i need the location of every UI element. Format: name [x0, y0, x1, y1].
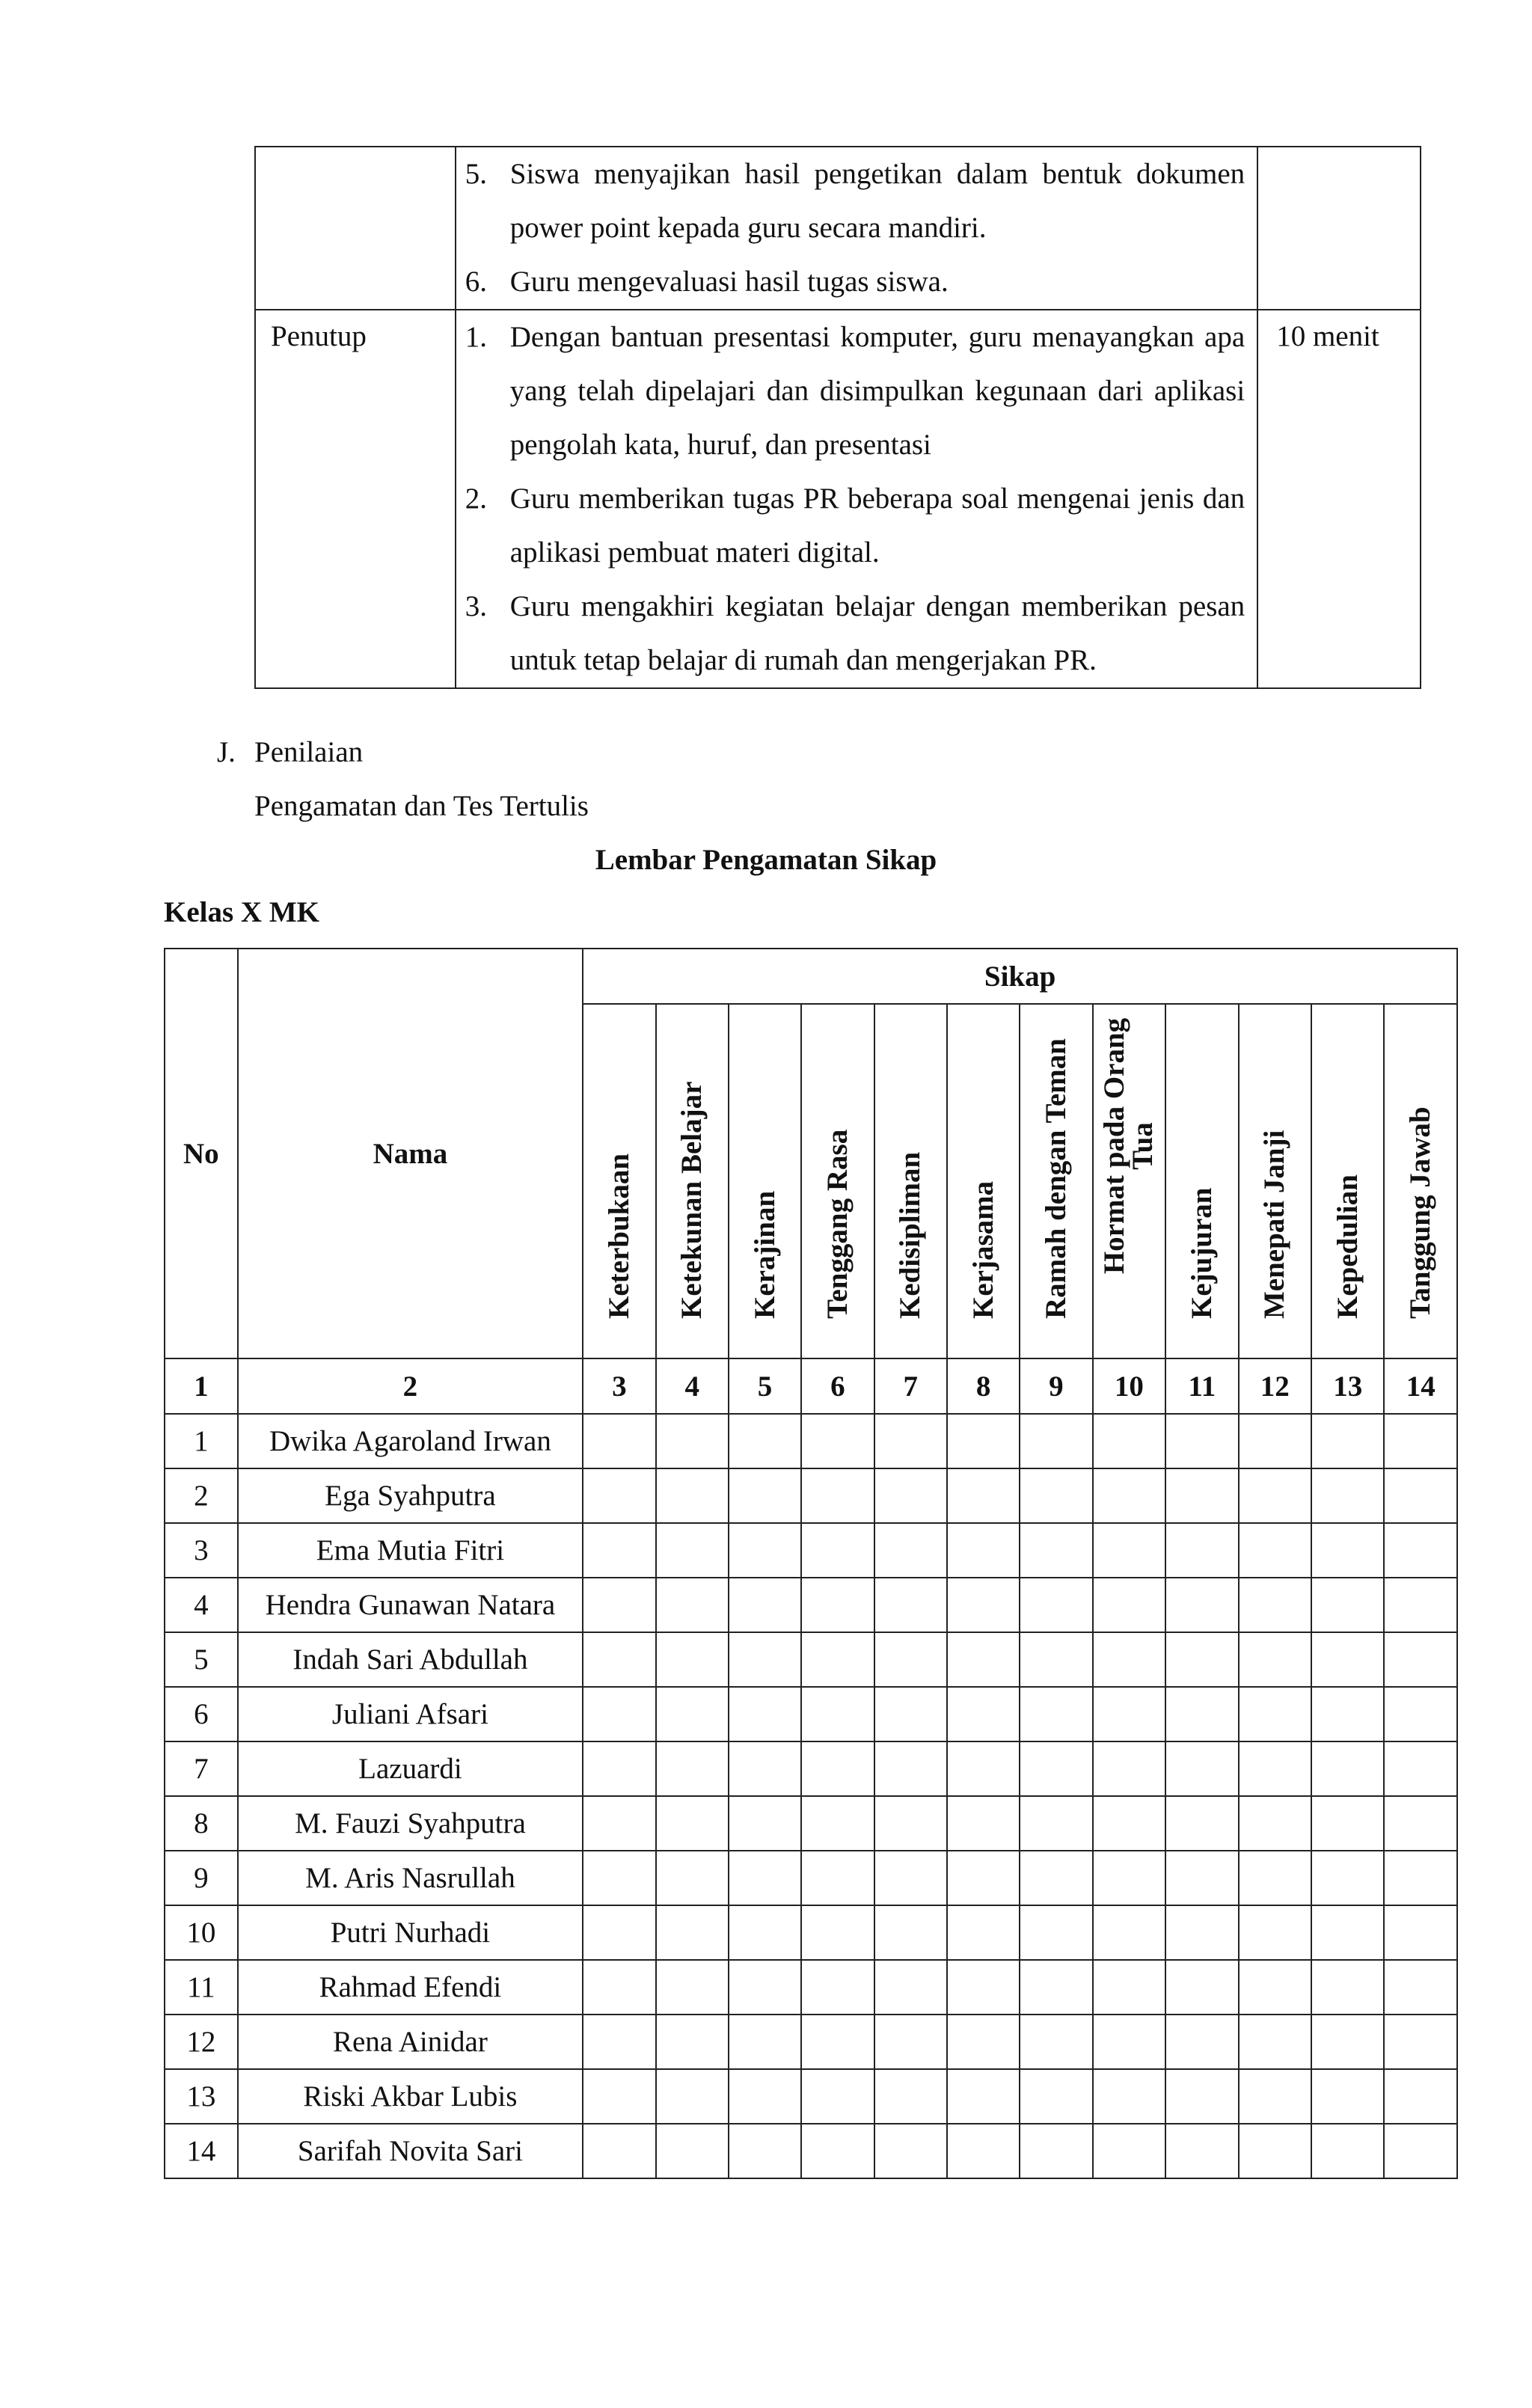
activity-row-core [255, 147, 1421, 310]
score-cell[interactable] [947, 1578, 1020, 1632]
attitude-table-body [165, 1358, 1457, 2178]
score-cell[interactable] [583, 2124, 655, 2178]
table-row [165, 1851, 1457, 1905]
score-cell[interactable] [1165, 1632, 1238, 1687]
score-cell[interactable] [874, 1523, 947, 1578]
student-name: Ema Mutia Fitri [238, 1523, 583, 1578]
score-cell[interactable] [1020, 2069, 1092, 2124]
student-number: 2 [165, 1468, 238, 1523]
score-cell[interactable] [1311, 2069, 1384, 2124]
student-number: 10 [165, 1905, 238, 1960]
student-number: 7 [165, 1741, 238, 1796]
score-cell[interactable] [1165, 2069, 1238, 2124]
score-cell[interactable] [1020, 1851, 1092, 1905]
step-number: 3. [465, 590, 487, 622]
score-cell[interactable] [1311, 1578, 1384, 1632]
step-text: Dengan bantuan presentasi komputer, guru menayangkan apa yang telah dipelajari dan disimpulkan kegunaan dari aplikasi pengolah kata, huruf, dan presentasi [509, 321, 1245, 461]
score-cell[interactable] [1311, 1851, 1384, 1905]
score-cell[interactable] [729, 1523, 801, 1578]
score-cell[interactable] [1020, 1741, 1092, 1796]
score-cell[interactable] [1384, 2015, 1457, 2069]
score-cell[interactable] [874, 2124, 947, 2178]
score-cell[interactable] [1020, 1960, 1092, 2015]
score-cell[interactable] [1384, 1468, 1457, 1523]
score-cell[interactable] [1311, 1687, 1384, 1741]
score-cell[interactable] [729, 1905, 801, 1960]
score-cell[interactable] [1020, 1632, 1092, 1687]
score-cell[interactable] [1093, 1796, 1165, 1851]
attitude-label: Ketekunan Belajar [675, 1081, 708, 1319]
score-cell[interactable] [1093, 1523, 1165, 1578]
attitude-header [874, 1004, 947, 1358]
score-cell[interactable] [729, 2069, 801, 2124]
step-text: Siswa menyajikan hasil pengetikan dalam bentuk dokumen power point kepada guru secara mandiri. [509, 158, 1245, 244]
score-cell[interactable] [583, 1851, 655, 1905]
column-number: 9 [1020, 1358, 1092, 1414]
attitude-label: Hormat pada Orang Tua [1098, 1017, 1159, 1275]
score-cell[interactable] [874, 1905, 947, 1960]
score-cell[interactable] [729, 1960, 801, 2015]
score-cell[interactable] [583, 2015, 655, 2069]
header-no: No [165, 949, 238, 1358]
score-cell[interactable] [656, 1960, 729, 2015]
student-name: Hendra Gunawan Natara [238, 1578, 583, 1632]
score-cell[interactable] [729, 2124, 801, 2178]
score-cell[interactable] [1239, 1468, 1311, 1523]
score-cell[interactable] [1165, 1796, 1238, 1851]
score-cell[interactable] [1311, 2015, 1384, 2069]
column-number: 14 [1384, 1358, 1457, 1414]
attitude-table [164, 948, 1458, 2179]
score-cell[interactable] [801, 1905, 874, 1960]
column-number-row [165, 1358, 1457, 1414]
score-cell[interactable] [1239, 1414, 1311, 1468]
score-cell[interactable] [1384, 1796, 1457, 1851]
section-letter: J. [217, 736, 236, 768]
score-cell[interactable] [583, 2069, 655, 2124]
score-cell[interactable] [947, 1851, 1020, 1905]
step-number: 2. [465, 482, 487, 515]
attitude-label: Kerajinan [748, 1190, 781, 1319]
score-cell[interactable] [583, 1741, 655, 1796]
attitude-header [729, 1004, 801, 1358]
score-cell[interactable] [1165, 1741, 1238, 1796]
column-number: 8 [947, 1358, 1020, 1414]
score-cell[interactable] [1165, 1468, 1238, 1523]
score-cell[interactable] [1093, 1468, 1165, 1523]
steps-list [456, 147, 1257, 309]
table-row [165, 1741, 1457, 1796]
score-cell[interactable] [874, 1960, 947, 2015]
score-cell[interactable] [1384, 1851, 1457, 1905]
student-number: 13 [165, 2069, 238, 2124]
student-name: Lazuardi [238, 1741, 583, 1796]
score-cell[interactable] [1093, 1960, 1165, 2015]
score-cell[interactable] [1239, 1741, 1311, 1796]
score-cell[interactable] [1239, 1632, 1311, 1687]
attitude-header [947, 1004, 1020, 1358]
step-text: Guru memberikan tugas PR beberapa soal mengenai jenis dan aplikasi pembuat materi digital. [509, 482, 1245, 569]
score-cell[interactable] [1239, 1960, 1311, 2015]
column-number: 13 [1311, 1358, 1384, 1414]
score-cell[interactable] [801, 2124, 874, 2178]
column-number: 1 [165, 1358, 238, 1414]
score-cell[interactable] [1311, 1414, 1384, 1468]
score-cell[interactable] [656, 1741, 729, 1796]
score-cell[interactable] [729, 1632, 801, 1687]
score-cell[interactable] [1020, 1523, 1092, 1578]
score-cell[interactable] [874, 1468, 947, 1523]
student-name: Dwika Agaroland Irwan [238, 1414, 583, 1468]
student-number: 3 [165, 1523, 238, 1578]
score-cell[interactable] [1384, 1523, 1457, 1578]
score-cell[interactable] [729, 1851, 801, 1905]
score-cell[interactable] [656, 1414, 729, 1468]
student-number: 11 [165, 1960, 238, 2015]
student-number: 4 [165, 1578, 238, 1632]
student-name: Rena Ainidar [238, 2015, 583, 2069]
header-sikap: Sikap [583, 949, 1457, 1004]
score-cell[interactable] [1093, 1632, 1165, 1687]
score-cell[interactable] [1384, 2124, 1457, 2178]
score-cell[interactable] [729, 1796, 801, 1851]
time-cell [1257, 147, 1421, 310]
score-cell[interactable] [1093, 1687, 1165, 1741]
score-cell[interactable] [947, 1960, 1020, 2015]
score-cell[interactable] [1165, 1523, 1238, 1578]
score-cell[interactable] [947, 1905, 1020, 1960]
attitude-label: Menepati Janji [1258, 1130, 1291, 1319]
score-cell[interactable] [874, 1578, 947, 1632]
step-text: Guru mengevaluasi hasil tugas siswa. [509, 266, 949, 298]
header-name: Nama [238, 949, 583, 1358]
step-number: 1. [465, 321, 487, 353]
score-cell[interactable] [1020, 1687, 1092, 1741]
score-cell[interactable] [656, 1523, 729, 1578]
score-cell[interactable] [1093, 2069, 1165, 2124]
score-cell[interactable] [1384, 1578, 1457, 1632]
step-item [456, 147, 1257, 255]
student-number: 14 [165, 2124, 238, 2178]
score-cell[interactable] [729, 1414, 801, 1468]
score-cell[interactable] [801, 1796, 874, 1851]
steps-cell [456, 310, 1257, 688]
score-cell[interactable] [947, 1741, 1020, 1796]
score-cell[interactable] [1311, 1523, 1384, 1578]
score-cell[interactable] [1093, 2124, 1165, 2178]
column-number: 10 [1093, 1358, 1165, 1414]
step-item [456, 580, 1257, 687]
score-cell[interactable] [1239, 2015, 1311, 2069]
score-cell[interactable] [947, 1468, 1020, 1523]
score-cell[interactable] [1165, 1414, 1238, 1468]
student-name: Riski Akbar Lubis [238, 2069, 583, 2124]
score-cell[interactable] [874, 1851, 947, 1905]
score-cell[interactable] [656, 1468, 729, 1523]
score-cell[interactable] [874, 1741, 947, 1796]
score-cell[interactable] [1384, 1632, 1457, 1687]
score-cell[interactable] [1384, 1960, 1457, 2015]
score-cell[interactable] [1384, 1414, 1457, 1468]
score-cell[interactable] [947, 2069, 1020, 2124]
step-number: 6. [465, 266, 487, 298]
score-cell[interactable] [1165, 2015, 1238, 2069]
score-cell[interactable] [801, 1960, 874, 2015]
score-cell[interactable] [656, 2124, 729, 2178]
score-cell[interactable] [1020, 1905, 1092, 1960]
score-cell[interactable] [801, 1578, 874, 1632]
student-name: M. Aris Nasrullah [238, 1851, 583, 1905]
score-cell[interactable] [729, 1741, 801, 1796]
score-cell[interactable] [583, 1414, 655, 1468]
steps-cell [456, 147, 1257, 310]
score-cell[interactable] [801, 1632, 874, 1687]
score-cell[interactable] [1165, 1687, 1238, 1741]
score-cell[interactable] [656, 1687, 729, 1741]
table-row [165, 2069, 1457, 2124]
time-cell: 10 menit [1257, 310, 1421, 688]
score-cell[interactable] [1239, 1851, 1311, 1905]
table-row [165, 2124, 1457, 2178]
score-cell[interactable] [656, 1905, 729, 1960]
class-label: Kelas X MK [164, 896, 319, 928]
attitude-header [1093, 1004, 1165, 1358]
column-number: 7 [874, 1358, 947, 1414]
header-row-group [165, 949, 1457, 1004]
score-cell[interactable] [947, 1687, 1020, 1741]
score-cell[interactable] [801, 1741, 874, 1796]
score-cell[interactable] [656, 2015, 729, 2069]
score-cell[interactable] [1020, 1414, 1092, 1468]
score-cell[interactable] [1239, 1578, 1311, 1632]
attitude-label: Keterbukaan [602, 1153, 635, 1319]
table-row [165, 1687, 1457, 1741]
score-cell[interactable] [1020, 1578, 1092, 1632]
score-cell[interactable] [1239, 2069, 1311, 2124]
score-cell[interactable] [1165, 1851, 1238, 1905]
table-row [165, 1960, 1457, 2015]
table-row [165, 1468, 1457, 1523]
student-number: 5 [165, 1632, 238, 1687]
score-cell[interactable] [1311, 2124, 1384, 2178]
score-cell[interactable] [729, 1468, 801, 1523]
score-cell[interactable] [947, 1796, 1020, 1851]
step-item [456, 472, 1257, 580]
student-number: 9 [165, 1851, 238, 1905]
score-cell[interactable] [583, 1632, 655, 1687]
score-cell[interactable] [656, 1796, 729, 1851]
attitude-header [656, 1004, 729, 1358]
student-name: Rahmad Efendi [238, 1960, 583, 2015]
score-cell[interactable] [1384, 1687, 1457, 1741]
column-number: 6 [801, 1358, 874, 1414]
activity-table [254, 146, 1421, 689]
attitude-label: Kerjasama [966, 1180, 999, 1319]
score-cell[interactable] [1239, 2124, 1311, 2178]
score-cell[interactable] [656, 1851, 729, 1905]
phase-cell [255, 147, 456, 310]
score-cell[interactable] [1239, 1796, 1311, 1851]
attitude-label: Kedisipliman [894, 1151, 927, 1319]
score-cell[interactable] [1165, 1905, 1238, 1960]
score-cell[interactable] [1311, 1741, 1384, 1796]
student-number: 12 [165, 2015, 238, 2069]
score-cell[interactable] [1239, 1687, 1311, 1741]
score-cell[interactable] [1311, 1468, 1384, 1523]
score-cell[interactable] [583, 1578, 655, 1632]
section-subtitle: Pengamatan dan Tes Tertulis [254, 790, 589, 822]
score-cell[interactable] [1311, 1796, 1384, 1851]
score-cell[interactable] [583, 1687, 655, 1741]
score-cell[interactable] [1093, 1741, 1165, 1796]
score-cell[interactable] [583, 1905, 655, 1960]
score-cell[interactable] [874, 1687, 947, 1741]
score-cell[interactable] [1020, 1468, 1092, 1523]
student-number: 8 [165, 1796, 238, 1851]
attitude-label: Tanggung Jawab [1404, 1106, 1437, 1319]
attitude-header [801, 1004, 874, 1358]
attitude-label: Ramah dengan Teman [1039, 1038, 1072, 1319]
attitude-header [1384, 1004, 1457, 1358]
score-cell[interactable] [1020, 2015, 1092, 2069]
score-cell[interactable] [1093, 1905, 1165, 1960]
student-name: Putri Nurhadi [238, 1905, 583, 1960]
score-cell[interactable] [1093, 1578, 1165, 1632]
score-cell[interactable] [656, 2069, 729, 2124]
phase-cell: Penutup [255, 310, 456, 688]
attitude-header [1020, 1004, 1092, 1358]
score-cell[interactable] [1311, 1905, 1384, 1960]
score-cell[interactable] [656, 1632, 729, 1687]
score-cell[interactable] [1020, 2124, 1092, 2178]
score-cell[interactable] [874, 1796, 947, 1851]
score-cell[interactable] [1165, 1960, 1238, 2015]
score-cell[interactable] [947, 1523, 1020, 1578]
step-number: 5. [465, 158, 487, 190]
score-cell[interactable] [801, 1687, 874, 1741]
score-cell[interactable] [1165, 2124, 1238, 2178]
student-number: 1 [165, 1414, 238, 1468]
score-cell[interactable] [1311, 1960, 1384, 2015]
score-cell[interactable] [1239, 1523, 1311, 1578]
score-cell[interactable] [947, 2015, 1020, 2069]
table-row [165, 1414, 1457, 1468]
table-row [165, 1796, 1457, 1851]
score-cell[interactable] [801, 2069, 874, 2124]
score-cell[interactable] [583, 1468, 655, 1523]
table-row [165, 1578, 1457, 1632]
attitude-header [583, 1004, 655, 1358]
student-name: Indah Sari Abdullah [238, 1632, 583, 1687]
student-number: 6 [165, 1687, 238, 1741]
column-number: 3 [583, 1358, 655, 1414]
score-cell[interactable] [1239, 1905, 1311, 1960]
score-cell[interactable] [947, 1632, 1020, 1687]
score-cell[interactable] [801, 1851, 874, 1905]
step-item [456, 255, 1257, 309]
step-text: Guru mengakhiri kegiatan belajar dengan memberikan pesan untuk tetap belajar di rumah dan mengerjakan PR. [509, 590, 1245, 676]
student-name: Sarifah Novita Sari [238, 2124, 583, 2178]
score-cell[interactable] [1384, 1741, 1457, 1796]
score-cell[interactable] [874, 2069, 947, 2124]
score-cell[interactable] [947, 2124, 1020, 2178]
score-cell[interactable] [1384, 1905, 1457, 1960]
score-cell[interactable] [1093, 1851, 1165, 1905]
score-cell[interactable] [583, 1960, 655, 2015]
column-number: 5 [729, 1358, 801, 1414]
sheet-title: Lembar Pengamatan Sikap [595, 844, 937, 876]
score-cell[interactable] [1165, 1578, 1238, 1632]
table-row [165, 1523, 1457, 1578]
score-cell[interactable] [1093, 1414, 1165, 1468]
student-name: M. Fauzi Syahputra [238, 1796, 583, 1851]
column-number: 2 [238, 1358, 583, 1414]
table-row [165, 1905, 1457, 1960]
table-row [165, 1632, 1457, 1687]
attitude-label: Tenggang Rasa [821, 1129, 854, 1319]
score-cell[interactable] [583, 1796, 655, 1851]
attitude-header [1239, 1004, 1311, 1358]
column-number: 11 [1165, 1358, 1238, 1414]
score-cell[interactable] [1020, 1796, 1092, 1851]
score-cell[interactable] [729, 1578, 801, 1632]
score-cell[interactable] [874, 1632, 947, 1687]
attitude-header [1311, 1004, 1384, 1358]
student-name: Ega Syahputra [238, 1468, 583, 1523]
score-cell[interactable] [1311, 1632, 1384, 1687]
score-cell[interactable] [874, 1414, 947, 1468]
score-cell[interactable] [729, 2015, 801, 2069]
section-title: Penilaian [254, 736, 364, 768]
steps-list [456, 310, 1257, 687]
score-cell[interactable] [801, 2015, 874, 2069]
score-cell[interactable] [1093, 2015, 1165, 2069]
score-cell[interactable] [801, 1414, 874, 1468]
step-item [456, 310, 1257, 472]
table-row [165, 2015, 1457, 2069]
column-number: 4 [656, 1358, 729, 1414]
score-cell[interactable] [656, 1578, 729, 1632]
score-cell[interactable] [874, 2015, 947, 2069]
attitude-header [1165, 1004, 1238, 1358]
column-number: 12 [1239, 1358, 1311, 1414]
student-name: Juliani Afsari [238, 1687, 583, 1741]
attitude-label: Kejujuran [1185, 1187, 1218, 1319]
score-cell[interactable] [801, 1523, 874, 1578]
score-cell[interactable] [729, 1687, 801, 1741]
attitude-label: Kepedulian [1331, 1174, 1364, 1319]
score-cell[interactable] [1384, 2069, 1457, 2124]
activity-row-closing [255, 310, 1421, 688]
score-cell[interactable] [801, 1468, 874, 1523]
score-cell[interactable] [583, 1523, 655, 1578]
score-cell[interactable] [947, 1414, 1020, 1468]
